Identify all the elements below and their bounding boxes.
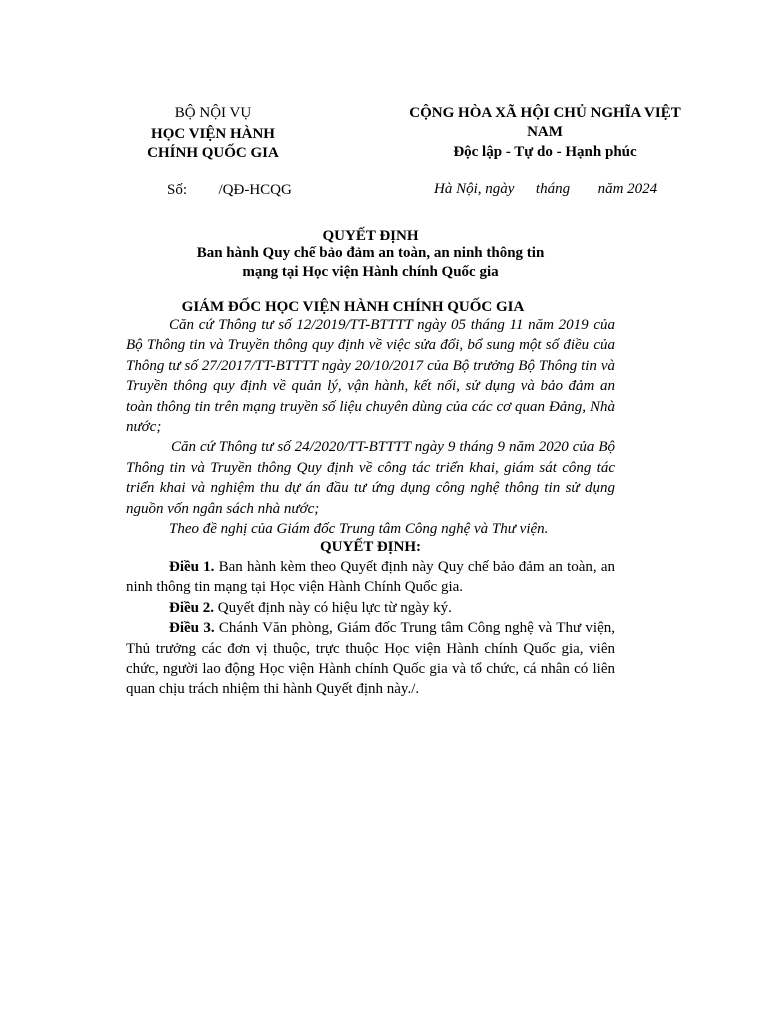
authority-text: GIÁM ĐỐC HỌC VIỆN HÀNH CHÍNH QUỐC GIA [181, 299, 525, 315]
articles [126, 557, 615, 700]
ministry-text: BỘ NỘI VỤ [174, 105, 252, 121]
organization-name [128, 125, 298, 163]
article-3-label: Điều 3. [169, 620, 215, 637]
decision-heading [126, 538, 615, 557]
article-1-text: Ban hành kèm theo Quyết định này Quy chế bảo đảm an toàn, an ninh thông tin mạng tại Học viện Hành Chính Quốc gia. [126, 559, 615, 596]
number-suffix: /QĐ-HCQG [218, 182, 292, 198]
motto [396, 143, 694, 162]
year-label: năm 2024 [597, 181, 658, 197]
organization-line-2: CHÍNH QUỐC GIA [147, 145, 279, 161]
motto-text: Độc lập - Tự do - Hạnh phúc [453, 144, 637, 160]
ministry-name [128, 104, 298, 123]
month-label: tháng [535, 181, 571, 197]
article-2-label: Điều 2. [169, 599, 214, 616]
place-date [434, 180, 657, 199]
legal-basis-1: Căn cứ Thông tư số 12/2019/TT-BTTTT ngày 05 tháng 11 năm 2019 của Bộ Thông tin và Truyền thông quy định về việc sửa đổi, bổ sung một số điều của Thông tư số 27/2017/TT-BTTTT ngày 20/10/2017 của Bộ trưởng Bộ Thông tin và Truyền thông quy định về quản lý, vận hành, kết nối, sử dụng và bảo đảm an toàn thông tin trên mạng truyền số liệu chuyên dùng của các cơ quan Đảng, Nhà nước; [126, 317, 615, 436]
article-3-text: Chánh Văn phòng, Giám đốc Trung tâm Công nghệ và Thư viện, Thủ trưởng các đơn vị thuộc, trực thuộc Học viện Hành chính Quốc gia, viên chức, người lao động Học viện Hành chính Quốc gia và tổ chức, cá nhân có liên quan chịu trách nhiệm thi hành Quyết định này./. [126, 620, 616, 698]
article-2-text: Quyết định này có hiệu lực từ ngày ký. [214, 599, 452, 616]
proposal-basis: Theo đề nghị của Giám đốc Trung tâm Công nghệ và Thư viện. [169, 521, 549, 538]
article-2 [126, 598, 615, 618]
subject-line-2: mạng tại Học viện Hành chính Quốc gia [242, 264, 499, 280]
country-line-2: NAM [527, 124, 563, 140]
legal-basis-2: Căn cứ Thông tư số 24/2020/TT-BTTTT ngày 9 tháng 9 năm 2020 của Bộ Thông tin và Truyền thông Quy định về công tác triển khai, giám sát công tác triển khai và nghiệm thu dự án đầu tư ứng dụng công nghệ thông tin sử dụng nguồn vốn ngân sách nhà nước; [126, 439, 615, 517]
article-1 [126, 557, 615, 598]
subject-line-1: Ban hành Quy chế bảo đảm an toàn, an ninh thông tin [196, 245, 545, 261]
legal-bases [126, 315, 615, 539]
country-name [396, 104, 694, 142]
place-date-prefix: Hà Nội, ngày [434, 181, 515, 197]
decision-heading-text: QUYẾT ĐỊNH: [320, 539, 421, 555]
title-heading: QUYẾT ĐỊNH [322, 228, 419, 244]
country-line-1: CỘNG HÒA XÃ HỘI CHỦ NGHĨA VIỆT [409, 105, 681, 121]
article-1-label: Điều 1. [169, 559, 215, 575]
number-label: Số: [167, 182, 188, 198]
article-3 [126, 618, 615, 700]
document-subject [126, 244, 615, 282]
organization-line-1: HỌC VIỆN HÀNH [151, 126, 275, 142]
document-number [167, 181, 292, 200]
